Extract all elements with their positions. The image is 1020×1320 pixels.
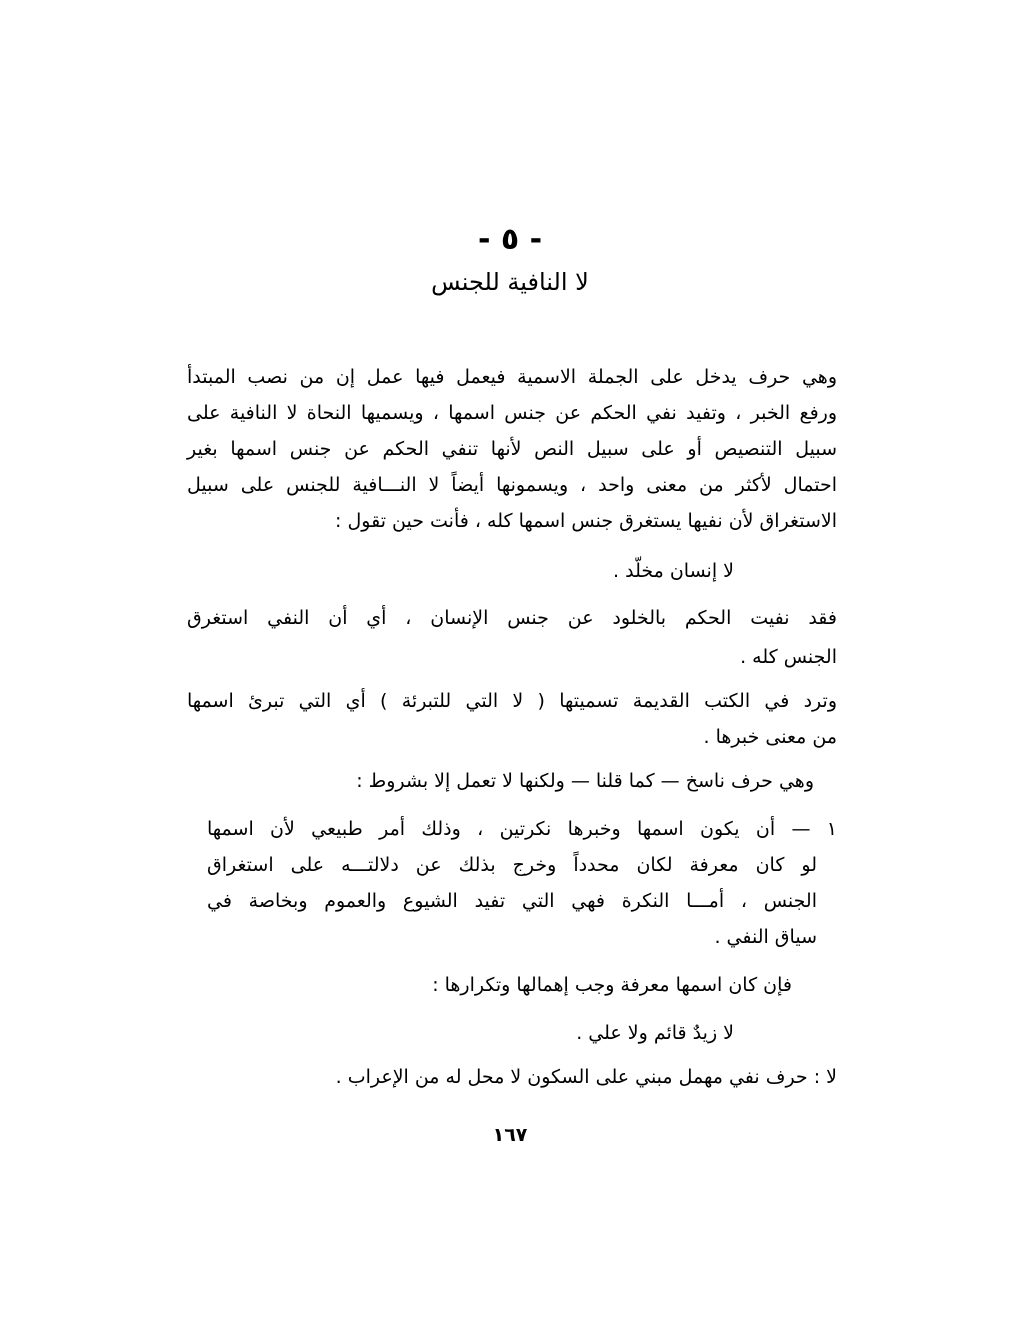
example-sentence: لا زيدٌ قائم ولا علي .: [576, 1022, 734, 1044]
paragraph-line: ورفع الخبر ، وتفيد نفي الحكم عن جنس اسمها ، ويسميها النحاة لا النافية على: [187, 402, 837, 424]
paragraph-line: الجنس كله .: [740, 646, 837, 668]
paragraph-line: وترد في الكتب القديمة تسميتها ( لا التي للتبرئة ) أي التي تبرئ اسمها: [187, 690, 837, 712]
page-number: ١٦٧: [492, 1124, 528, 1146]
condition-line: الجنس ، أمـــا النكرة فهي التي تفيد الشيوع والعموم وبخاصة في: [207, 890, 817, 912]
paragraph-line: الاستغراق لأن نفيها يستغرق جنس اسمها كله ، فأنت حين تقول :: [335, 510, 837, 532]
paragraph-line: لا : حرف نفي مهمل مبني على السكون لا محل له من الإعراب .: [335, 1066, 837, 1088]
paragraph-line: فقد نفيت الحكم بالخلود عن جنس الإنسان ، أي أن النفي استغرق: [187, 607, 837, 629]
paragraph-line: احتمال لأكثر من معنى واحد ، ويسمونها أيضاً لا النـــافية للجنس على سبيل: [187, 474, 837, 496]
example-sentence: لا إنسان مخلّد .: [613, 560, 734, 582]
paragraph-line: سبيل التنصيص أو على سبيل النص لأنها تنفي الحكم عن جنس اسمها بغير: [187, 438, 837, 460]
chapter-number: - ٥ -: [477, 222, 543, 257]
paragraph-line: فإن كان اسمها معرفة وجب إهمالها وتكرارها :: [432, 974, 792, 996]
condition-line: ١ — أن يكون اسمها وخبرها نكرتين ، وذلك أمر طبيعي لأن اسمها: [207, 818, 837, 840]
chapter-title: لا النافية للجنس: [431, 268, 589, 296]
paragraph-line: من معنى خبرها .: [703, 726, 837, 748]
paragraph-line: وهي حرف يدخل على الجملة الاسمية فيعمل فيها عمل إن من نصب المبتدأ: [187, 366, 837, 388]
paragraph-line: وهي حرف ناسخ — كما قلنا — ولكنها لا تعمل إلا بشروط :: [356, 770, 814, 792]
condition-line: سياق النفي .: [714, 926, 817, 948]
condition-line: لو كان معرفة لكان محدداً وخرج بذلك عن دلالتـــه على استغراق: [207, 854, 817, 876]
